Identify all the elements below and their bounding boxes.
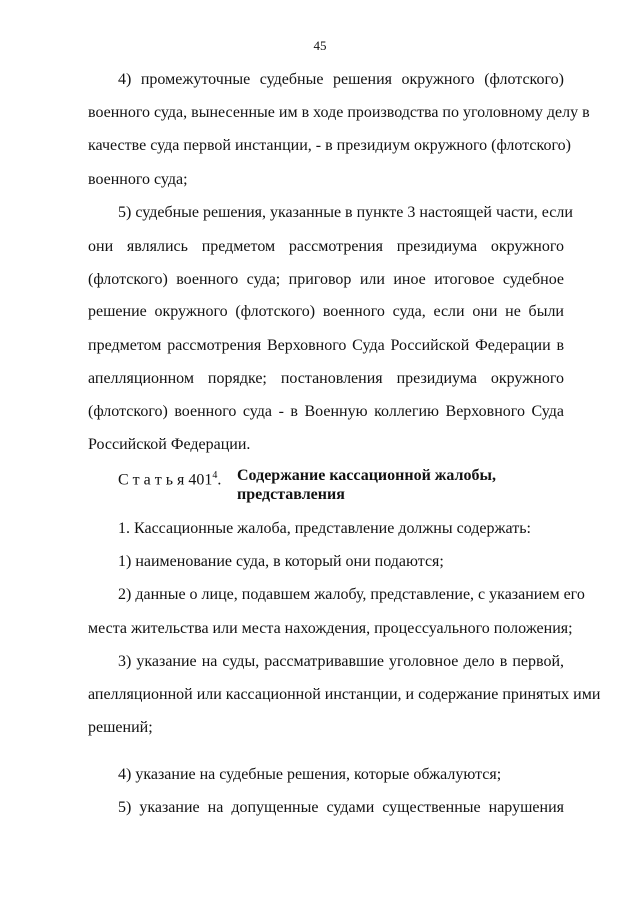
text-line: 5) указание на допущенные судами существенные нарушения bbox=[118, 799, 564, 816]
article-label bbox=[118, 466, 221, 490]
text-line: 5) судебные решения, указанные в пункте 3 настоящей части, если bbox=[118, 204, 573, 221]
article-superscript: 4 bbox=[212, 470, 218, 481]
text-line: военного суда; bbox=[88, 171, 188, 188]
text-line: они являлись предметом рассмотрения президиума окружного bbox=[88, 238, 564, 255]
text-line: 1. Кассационные жалоба, представление должны содержать: bbox=[118, 520, 531, 537]
text-line: 3) указание на суды, рассматривавшие уголовное дело в первой, bbox=[118, 653, 564, 670]
text-line: военного суда, вынесенные им в ходе производства по уголовному делу в bbox=[88, 104, 590, 121]
text-line: решений; bbox=[88, 719, 153, 736]
text-line: 2) данные о лице, подавшем жалобу, представление, с указанием его bbox=[118, 586, 585, 603]
text-line: предметом рассмотрения Верховного Суда Российской Федерации в bbox=[88, 337, 564, 354]
text-line: (флотского) военного суда - в Военную коллегию Верховного Суда bbox=[88, 403, 564, 420]
text-line: 4) промежуточные судебные решения окружного (флотского) bbox=[118, 71, 564, 88]
text-line: (флотского) военного суда; приговор или иное итоговое судебное bbox=[88, 271, 564, 288]
text-line: решение окружного (флотского) военного суда, если они не были bbox=[88, 303, 564, 320]
text-line: места жительства или места нахождения, процессуального положения; bbox=[88, 620, 573, 637]
text-line: апелляционной или кассационной инстанции, и содержание принятых ими bbox=[88, 686, 601, 703]
text-line: Российской Федерации. bbox=[88, 436, 251, 453]
article-label-suffix: . bbox=[217, 471, 222, 489]
page-number: 45 bbox=[313, 38, 327, 53]
article-title: Содержание кассационной жалобы, bbox=[237, 467, 497, 484]
text-line: апелляционном порядке; постановления президиума окружного bbox=[88, 370, 564, 387]
text-line: качестве суда первой инстанции, - в президиум окружного (флотского) bbox=[88, 137, 571, 154]
text-line: 4) указание на судебные решения, которые обжалуются; bbox=[118, 766, 502, 783]
article-label-text: С т а т ь я 401 bbox=[118, 471, 213, 489]
article-title-continued: представления bbox=[237, 486, 345, 503]
text-line: 1) наименование суда, в который они подаются; bbox=[118, 553, 444, 570]
